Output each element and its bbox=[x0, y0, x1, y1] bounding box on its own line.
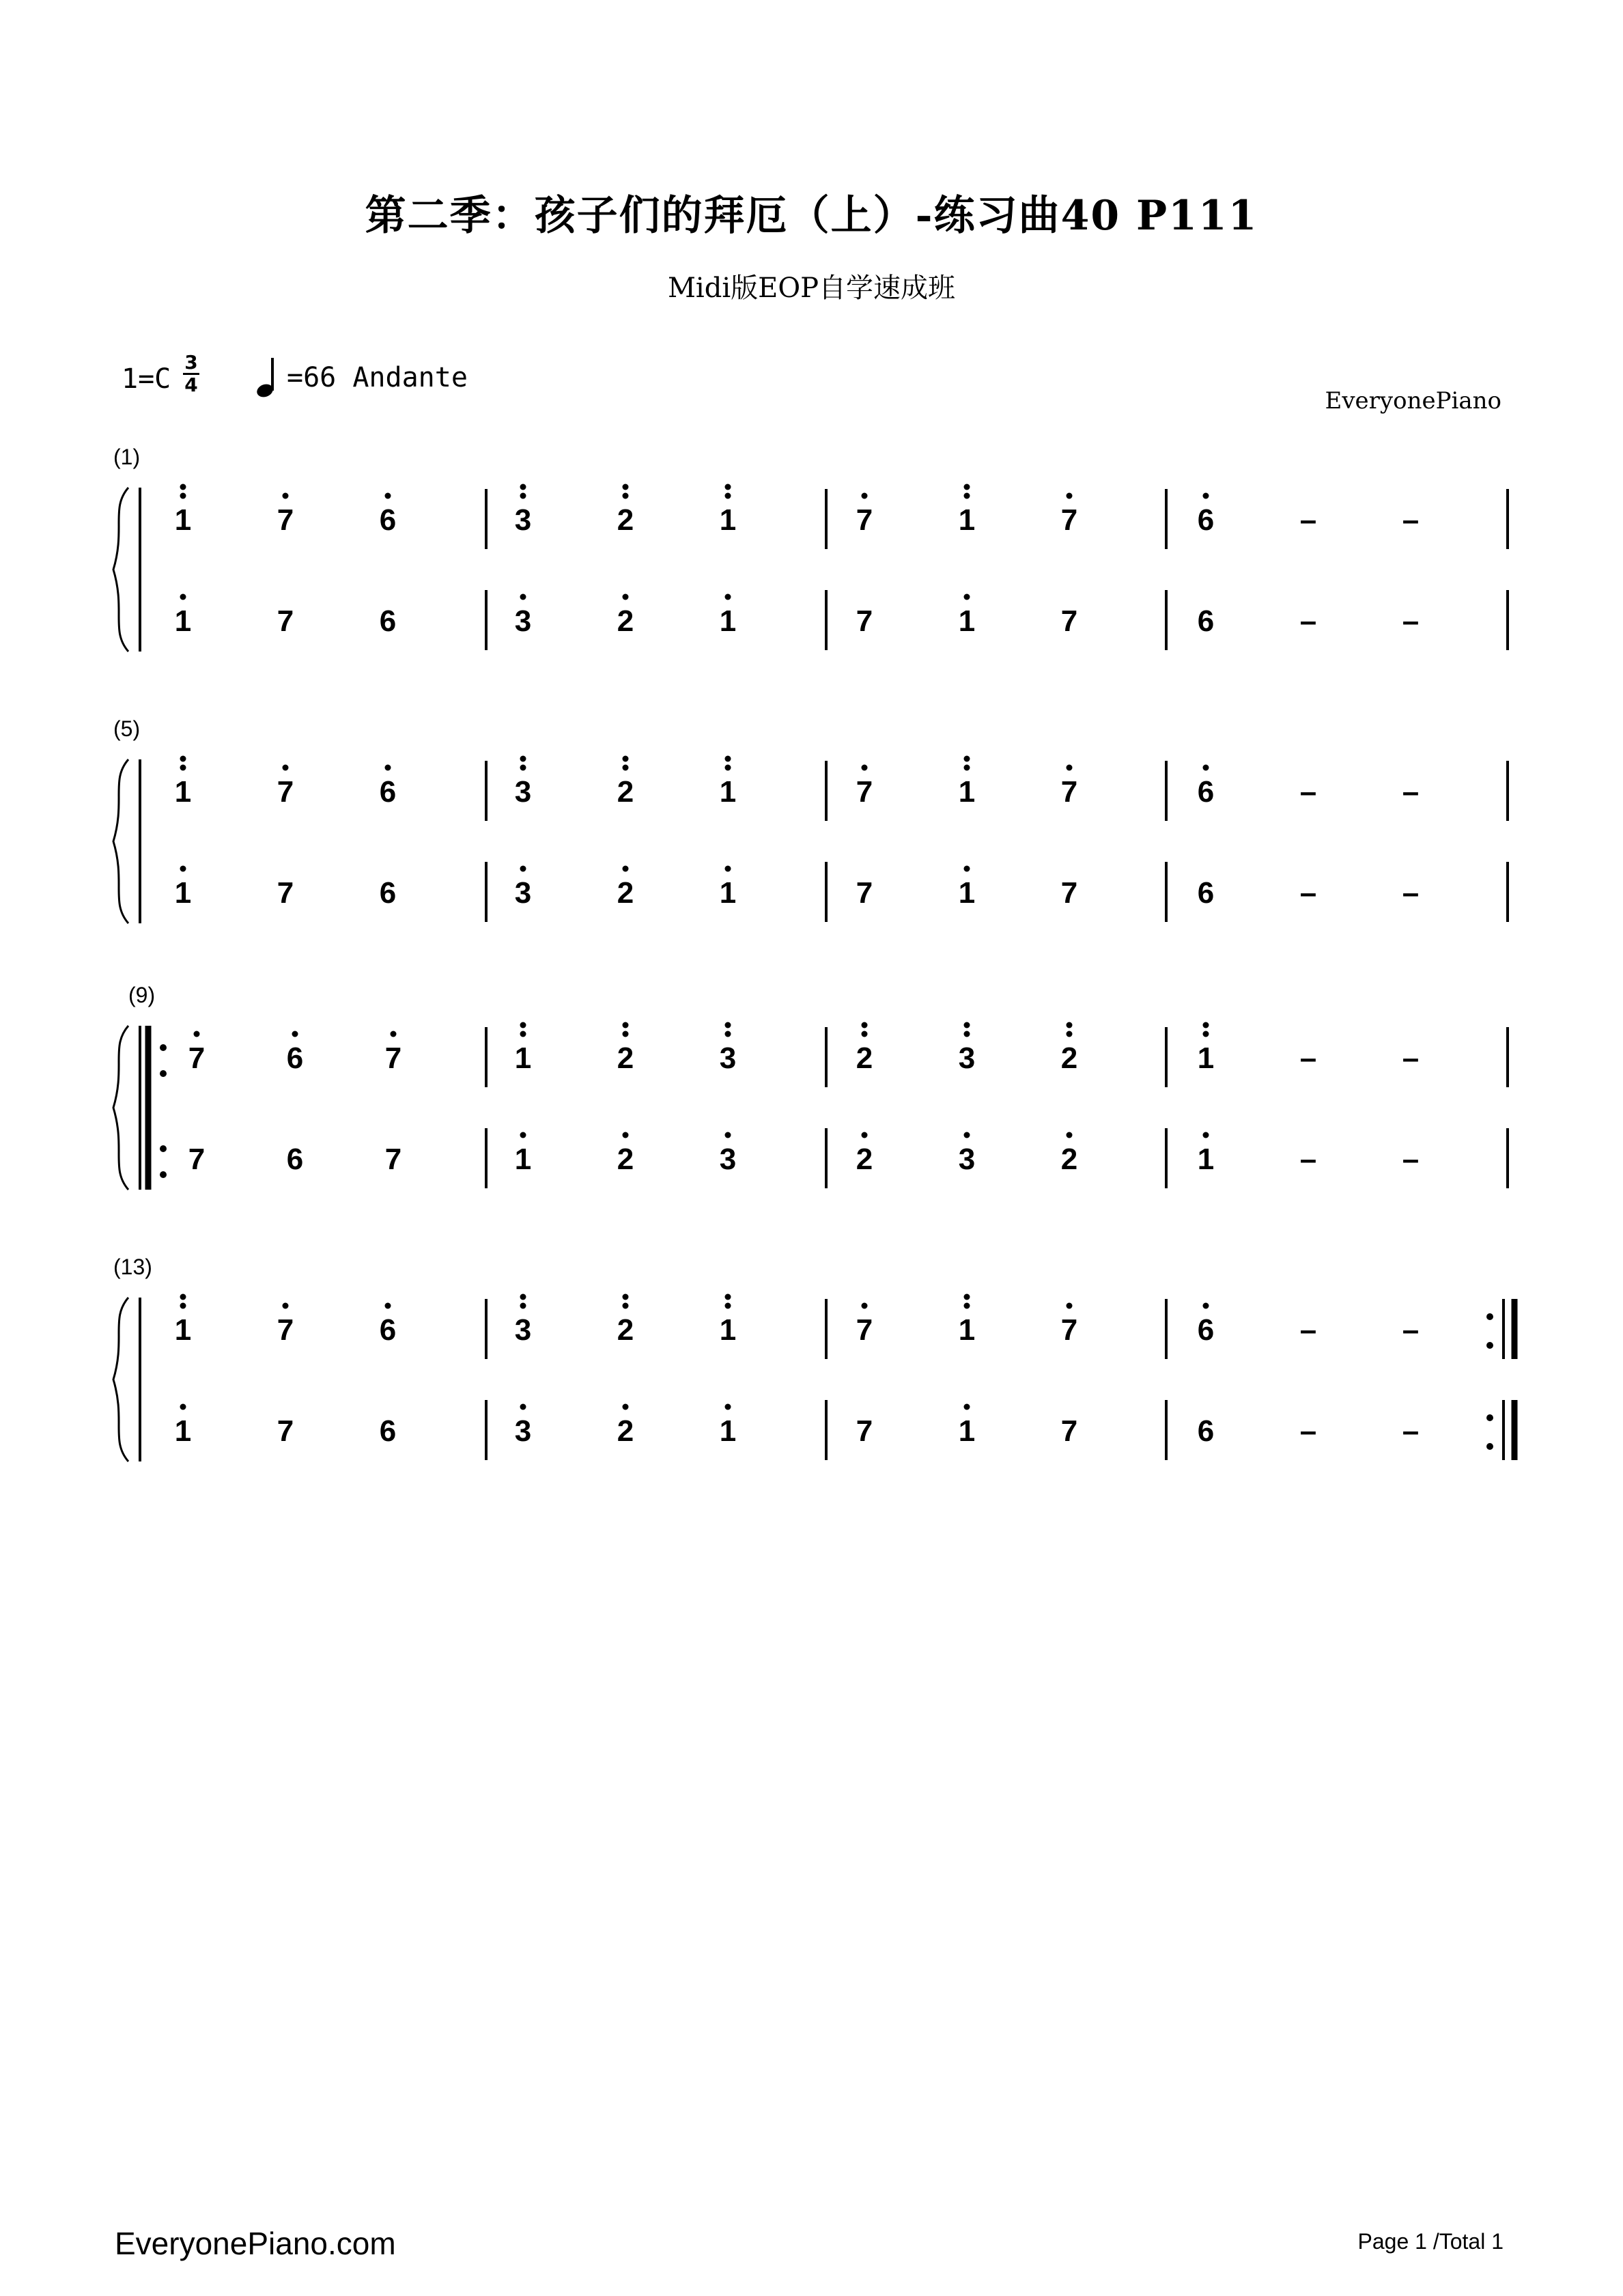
arranger-credit: EveryonePiano bbox=[1325, 387, 1501, 415]
octave-dot bbox=[623, 484, 629, 490]
octave-dot bbox=[964, 594, 970, 600]
note: 7 bbox=[1060, 775, 1078, 809]
footer-page-number: Page 1 /Total 1 bbox=[1357, 2229, 1504, 2254]
key-signature: 1=C bbox=[122, 363, 171, 395]
octave-dot bbox=[964, 1132, 970, 1138]
octave-dot bbox=[623, 493, 629, 499]
note: 2 bbox=[617, 1143, 634, 1176]
note: 7 bbox=[277, 503, 294, 537]
score-subtitle: Midi版EOP自学速成班 bbox=[667, 272, 956, 304]
note: 3 bbox=[719, 1143, 737, 1176]
repeat-dot bbox=[1486, 1342, 1493, 1349]
octave-dot bbox=[862, 1022, 868, 1028]
note: 3 bbox=[514, 1313, 532, 1347]
note: 6 bbox=[1197, 876, 1215, 910]
note: 3 bbox=[514, 775, 532, 809]
octave-dot bbox=[520, 493, 526, 499]
octave-dot bbox=[1203, 1132, 1209, 1138]
note: 3 bbox=[719, 1041, 737, 1075]
note: 7 bbox=[1060, 503, 1078, 537]
octave-dot bbox=[283, 765, 289, 771]
octave-dot bbox=[964, 1022, 970, 1028]
sustain-dash: – bbox=[1299, 1143, 1317, 1176]
repeat-dot bbox=[1486, 1443, 1493, 1450]
note: 7 bbox=[277, 876, 294, 910]
octave-dot bbox=[964, 756, 970, 762]
octave-dot bbox=[1067, 1303, 1073, 1309]
score-title: 第二季：孩子们的拜厄（上）-练习曲40 P111 bbox=[365, 192, 1258, 240]
note: 6 bbox=[1197, 1313, 1215, 1347]
octave-dot bbox=[623, 756, 629, 762]
note: 2 bbox=[1060, 1041, 1078, 1075]
octave-dot bbox=[862, 1031, 868, 1037]
note: 6 bbox=[286, 1143, 304, 1176]
sustain-dash: – bbox=[1402, 604, 1420, 638]
octave-dot bbox=[964, 866, 970, 872]
octave-dot bbox=[180, 756, 186, 762]
note: 7 bbox=[277, 604, 294, 638]
octave-dot bbox=[520, 1294, 526, 1300]
octave-dot bbox=[964, 765, 970, 771]
note: 3 bbox=[958, 1143, 976, 1176]
octave-dot bbox=[180, 1294, 186, 1300]
octave-dot bbox=[623, 866, 629, 872]
note: 7 bbox=[384, 1143, 402, 1176]
note: 1 bbox=[958, 1313, 976, 1347]
note: 6 bbox=[1197, 775, 1215, 809]
octave-dot bbox=[385, 493, 391, 499]
note: 7 bbox=[856, 604, 873, 638]
sustain-dash: – bbox=[1402, 1143, 1420, 1176]
octave-dot bbox=[862, 1303, 868, 1309]
note: 7 bbox=[856, 1414, 873, 1448]
brace bbox=[113, 1026, 128, 1190]
octave-dot bbox=[180, 1404, 186, 1410]
note: 2 bbox=[617, 1414, 634, 1448]
note: 6 bbox=[1197, 604, 1215, 638]
note: 1 bbox=[174, 876, 192, 910]
note: 3 bbox=[514, 503, 532, 537]
octave-dot bbox=[180, 484, 186, 490]
octave-dot bbox=[520, 1404, 526, 1410]
sustain-dash: – bbox=[1299, 604, 1317, 638]
brace bbox=[113, 488, 128, 652]
sustain-dash: – bbox=[1299, 775, 1317, 809]
octave-dot bbox=[725, 756, 731, 762]
note: 2 bbox=[617, 876, 634, 910]
octave-dot bbox=[520, 1303, 526, 1309]
time-signature-top: 3 bbox=[184, 351, 198, 374]
note: 1 bbox=[958, 876, 976, 910]
octave-dot bbox=[725, 1404, 731, 1410]
repeat-dot bbox=[160, 1070, 167, 1077]
note: 6 bbox=[1197, 1414, 1215, 1448]
repeat-dot bbox=[160, 1145, 167, 1152]
note: 1 bbox=[958, 503, 976, 537]
note: 1 bbox=[174, 775, 192, 809]
octave-dot bbox=[1203, 1031, 1209, 1037]
note: 7 bbox=[277, 1414, 294, 1448]
sustain-dash: – bbox=[1402, 503, 1420, 537]
octave-dot bbox=[623, 594, 629, 600]
sustain-dash: – bbox=[1299, 1313, 1317, 1347]
octave-dot bbox=[623, 1404, 629, 1410]
octave-dot bbox=[623, 1294, 629, 1300]
octave-dot bbox=[391, 1031, 397, 1037]
note: 1 bbox=[719, 1313, 737, 1347]
repeat-dot bbox=[160, 1044, 167, 1051]
sustain-dash: – bbox=[1402, 876, 1420, 910]
octave-dot bbox=[964, 1404, 970, 1410]
note: 1 bbox=[719, 876, 737, 910]
note: 2 bbox=[617, 503, 634, 537]
note: 2 bbox=[1060, 1143, 1078, 1176]
note: 6 bbox=[379, 1414, 397, 1448]
octave-dot bbox=[180, 1303, 186, 1309]
octave-dot bbox=[725, 1022, 731, 1028]
note: 1 bbox=[514, 1041, 532, 1075]
note: 1 bbox=[514, 1143, 532, 1176]
octave-dot bbox=[180, 493, 186, 499]
brace bbox=[113, 759, 128, 923]
note: 7 bbox=[856, 503, 873, 537]
octave-dot bbox=[725, 1031, 731, 1037]
measure-number: (1) bbox=[113, 445, 141, 469]
octave-dot bbox=[725, 866, 731, 872]
sustain-dash: – bbox=[1402, 1041, 1420, 1075]
octave-dot bbox=[180, 765, 186, 771]
octave-dot bbox=[385, 1303, 391, 1309]
octave-dot bbox=[725, 765, 731, 771]
tempo-marking: =66 Andante bbox=[287, 362, 468, 393]
note: 6 bbox=[379, 876, 397, 910]
note: 1 bbox=[719, 1414, 737, 1448]
octave-dot bbox=[964, 484, 970, 490]
note: 7 bbox=[188, 1143, 206, 1176]
octave-dot bbox=[283, 493, 289, 499]
octave-dot bbox=[623, 1022, 629, 1028]
octave-dot bbox=[623, 1132, 629, 1138]
octave-dot bbox=[1203, 1022, 1209, 1028]
note: 7 bbox=[1060, 1313, 1078, 1347]
octave-dot bbox=[725, 484, 731, 490]
note: 1 bbox=[719, 775, 737, 809]
note: 2 bbox=[617, 604, 634, 638]
octave-dot bbox=[520, 1022, 526, 1028]
note: 3 bbox=[514, 604, 532, 638]
octave-dot bbox=[1067, 1031, 1073, 1037]
note: 3 bbox=[958, 1041, 976, 1075]
octave-dot bbox=[1203, 765, 1209, 771]
note: 1 bbox=[719, 503, 737, 537]
note: 7 bbox=[856, 1313, 873, 1347]
octave-dot bbox=[180, 594, 186, 600]
note: 2 bbox=[617, 1313, 634, 1347]
note: 7 bbox=[277, 1313, 294, 1347]
note: 2 bbox=[856, 1041, 873, 1075]
note: 7 bbox=[856, 775, 873, 809]
measure-number: (9) bbox=[128, 983, 156, 1007]
note: 1 bbox=[958, 775, 976, 809]
note: 6 bbox=[379, 503, 397, 537]
measure-number: (13) bbox=[113, 1255, 152, 1279]
octave-dot bbox=[623, 1303, 629, 1309]
note: 7 bbox=[1060, 1414, 1078, 1448]
note: 7 bbox=[1060, 876, 1078, 910]
octave-dot bbox=[964, 1031, 970, 1037]
octave-dot bbox=[385, 765, 391, 771]
octave-dot bbox=[520, 765, 526, 771]
octave-dot bbox=[194, 1031, 200, 1037]
octave-dot bbox=[180, 866, 186, 872]
note: 6 bbox=[379, 1313, 397, 1347]
note: 7 bbox=[188, 1041, 206, 1075]
note: 2 bbox=[617, 775, 634, 809]
note: 2 bbox=[617, 1041, 634, 1075]
repeat-dot bbox=[160, 1171, 167, 1178]
note: 7 bbox=[277, 775, 294, 809]
note: 6 bbox=[286, 1041, 304, 1075]
note: 1 bbox=[174, 1414, 192, 1448]
note: 1 bbox=[1197, 1041, 1215, 1075]
octave-dot bbox=[862, 1132, 868, 1138]
octave-dot bbox=[862, 493, 868, 499]
octave-dot bbox=[1067, 1132, 1073, 1138]
octave-dot bbox=[520, 1031, 526, 1037]
octave-dot bbox=[520, 1132, 526, 1138]
sustain-dash: – bbox=[1299, 1414, 1317, 1448]
sustain-dash: – bbox=[1299, 876, 1317, 910]
note: 1 bbox=[958, 1414, 976, 1448]
repeat-dot bbox=[1486, 1313, 1493, 1320]
note: 1 bbox=[1197, 1143, 1215, 1176]
note: 7 bbox=[1060, 604, 1078, 638]
repeat-dot bbox=[1486, 1414, 1493, 1421]
note: 1 bbox=[719, 604, 737, 638]
octave-dot bbox=[725, 1294, 731, 1300]
octave-dot bbox=[623, 765, 629, 771]
octave-dot bbox=[725, 1132, 731, 1138]
octave-dot bbox=[292, 1031, 298, 1037]
octave-dot bbox=[964, 1294, 970, 1300]
note: 7 bbox=[856, 876, 873, 910]
note: 1 bbox=[174, 1313, 192, 1347]
note: 1 bbox=[174, 503, 192, 537]
sustain-dash: – bbox=[1299, 503, 1317, 537]
octave-dot bbox=[283, 1303, 289, 1309]
note: 3 bbox=[514, 876, 532, 910]
octave-dot bbox=[1203, 493, 1209, 499]
octave-dot bbox=[725, 594, 731, 600]
octave-dot bbox=[623, 1031, 629, 1037]
sustain-dash: – bbox=[1402, 1313, 1420, 1347]
sustain-dash: – bbox=[1299, 1041, 1317, 1075]
note: 7 bbox=[384, 1041, 402, 1075]
note: 6 bbox=[379, 775, 397, 809]
note: 1 bbox=[174, 604, 192, 638]
octave-dot bbox=[520, 484, 526, 490]
note: 1 bbox=[958, 604, 976, 638]
note: 6 bbox=[1197, 503, 1215, 537]
octave-dot bbox=[964, 1303, 970, 1309]
brace bbox=[113, 1298, 128, 1461]
note: 6 bbox=[379, 604, 397, 638]
octave-dot bbox=[725, 493, 731, 499]
octave-dot bbox=[520, 866, 526, 872]
measure-number: (5) bbox=[113, 716, 141, 741]
octave-dot bbox=[520, 756, 526, 762]
footer-site: EveryonePiano.com bbox=[115, 2226, 396, 2261]
note: 3 bbox=[514, 1414, 532, 1448]
sustain-dash: – bbox=[1402, 1414, 1420, 1448]
note: 2 bbox=[856, 1143, 873, 1176]
time-signature-bottom: 4 bbox=[184, 374, 198, 396]
octave-dot bbox=[520, 594, 526, 600]
sustain-dash: – bbox=[1402, 775, 1420, 809]
octave-dot bbox=[1067, 1022, 1073, 1028]
octave-dot bbox=[862, 765, 868, 771]
octave-dot bbox=[1203, 1303, 1209, 1309]
octave-dot bbox=[1067, 493, 1073, 499]
octave-dot bbox=[725, 1303, 731, 1309]
octave-dot bbox=[964, 493, 970, 499]
octave-dot bbox=[1067, 765, 1073, 771]
